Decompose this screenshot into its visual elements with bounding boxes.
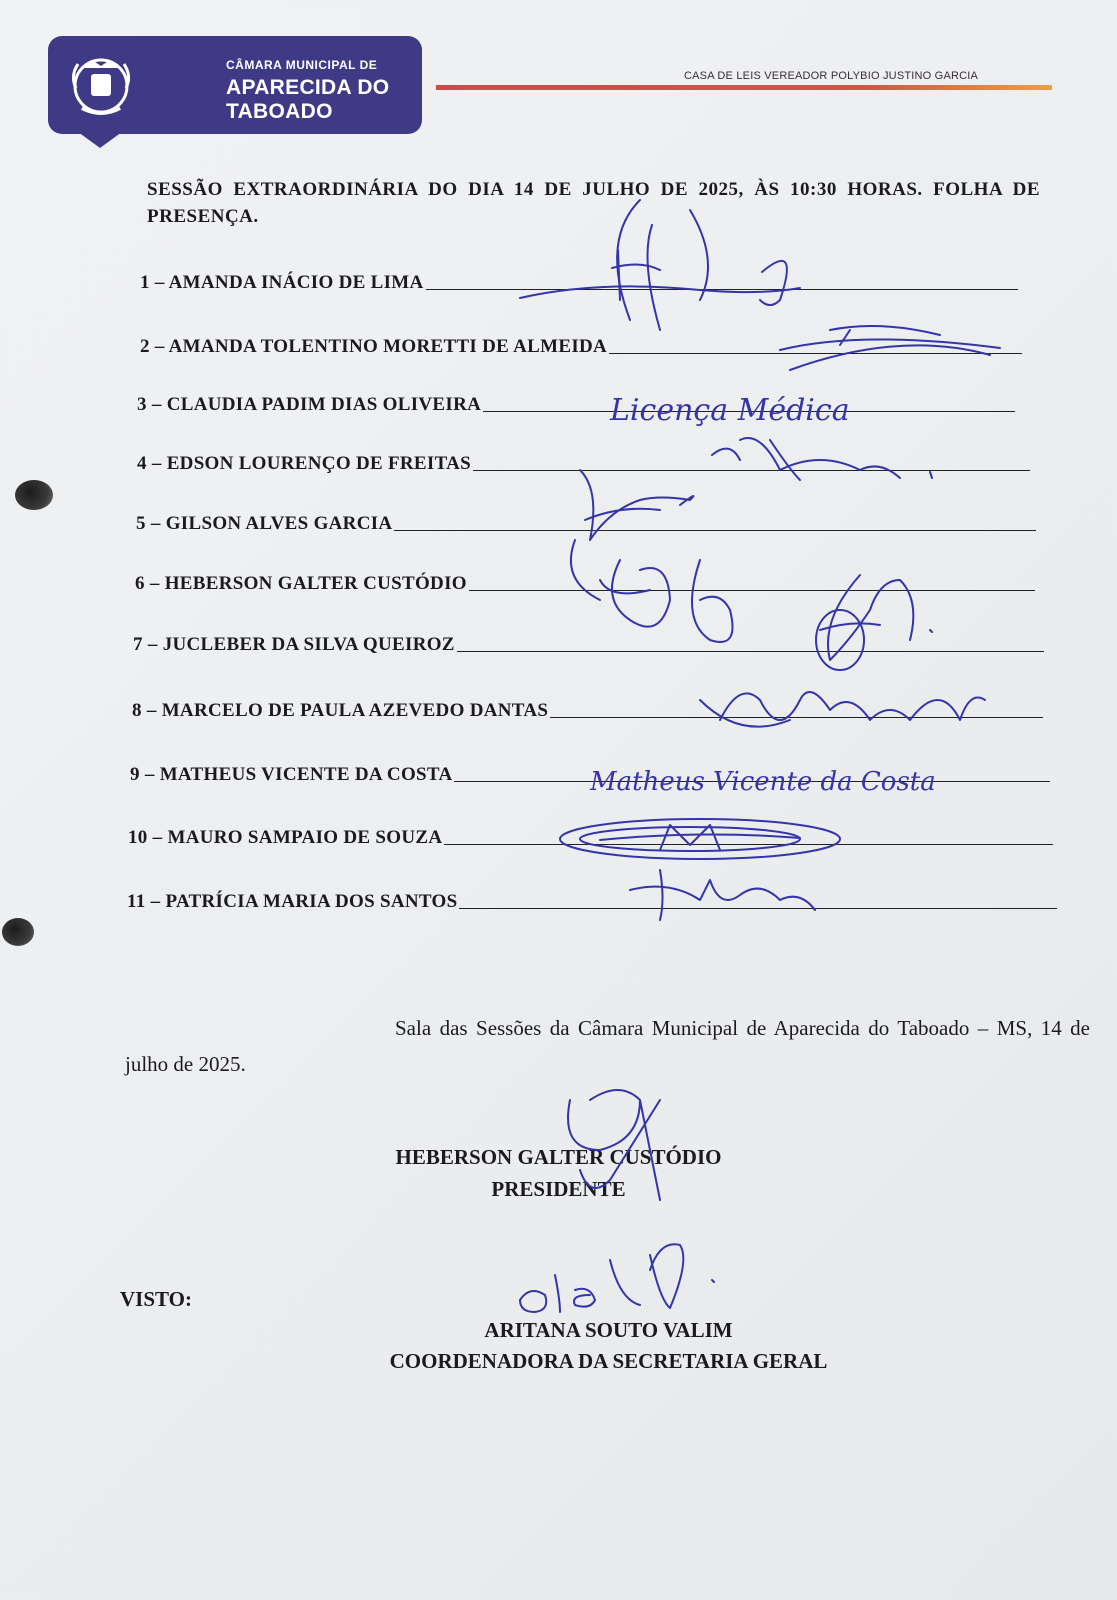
signature-line bbox=[426, 289, 1018, 290]
visto-label: VISTO: bbox=[120, 1287, 192, 1311]
coordinator-role: COORDENADORA DA SECRETARIA GERAL bbox=[389, 1349, 828, 1373]
member-name: 8 – MARCELO DE PAULA AZEVEDO DANTAS bbox=[132, 700, 549, 721]
attendance-row-9 bbox=[130, 764, 1050, 786]
member-name: 10 – MAURO SAMPAIO DE SOUZA bbox=[128, 827, 443, 848]
president-name: HEBERSON GALTER CUSTÓDIO bbox=[395, 1145, 722, 1169]
attendance-row-4 bbox=[137, 453, 1030, 475]
org-name-large: APARECIDA DO TABOADO bbox=[226, 76, 390, 123]
member-name: 5 – GILSON ALVES GARCIA bbox=[136, 513, 393, 534]
member-name: 4 – EDSON LOURENÇO DE FREITAS bbox=[137, 453, 472, 474]
signature-line bbox=[469, 590, 1035, 591]
attendance-row-2 bbox=[140, 336, 1022, 358]
attendance-row-8 bbox=[132, 700, 1043, 722]
signature-line bbox=[394, 530, 1036, 531]
member-name: 1 – AMANDA INÁCIO DE LIMA bbox=[140, 272, 424, 293]
session-title: SESSÃO EXTRAORDINÁRIA DO DIA 14 DE JULHO DE 2025, ÀS 10:30 HORAS. FOLHA DE PRESENÇA. bbox=[147, 179, 1040, 227]
punch-hole-bottom bbox=[2, 918, 34, 946]
attendance-row-1 bbox=[140, 272, 1018, 294]
header-subtitle: CASA DE LEIS VEREADOR POLYBIO JUSTINO GARCIA bbox=[684, 70, 979, 82]
member-name: 11 – PATRÍCIA MARIA DOS SANTOS bbox=[127, 891, 458, 912]
attendance-row-6 bbox=[135, 573, 1035, 595]
signature-line bbox=[444, 844, 1053, 845]
member-name: 2 – AMANDA TOLENTINO MORETTI DE ALMEIDA bbox=[140, 336, 608, 357]
coordinator-name: ARITANA SOUTO VALIM bbox=[484, 1318, 733, 1342]
member-name: 7 – JUCLEBER DA SILVA QUEIROZ bbox=[133, 634, 455, 655]
member-name: 9 – MATHEUS VICENTE DA COSTA bbox=[130, 764, 453, 785]
signature-line bbox=[457, 651, 1044, 652]
member-name: 6 – HEBERSON GALTER CUSTÓDIO bbox=[135, 573, 467, 594]
city-crest-icon bbox=[62, 46, 140, 124]
attendance-row-7 bbox=[133, 634, 1044, 656]
attendance-row-5 bbox=[136, 513, 1036, 535]
coordinator-signature bbox=[520, 1244, 714, 1312]
signature-9-text: Matheus Vicente da Costa bbox=[590, 767, 936, 797]
header-divider bbox=[436, 85, 1052, 90]
attendance-row-10 bbox=[128, 827, 1053, 849]
signature-line bbox=[473, 470, 1030, 471]
member-name: 3 – CLAUDIA PADIM DIAS OLIVEIRA bbox=[137, 394, 482, 415]
closing-paragraph: Sala das Sessões da Câmara Municipal de Aparecida do Taboado – MS, 14 de julho de 2025. bbox=[125, 1016, 1090, 1076]
header-logo-badge bbox=[48, 36, 422, 134]
punch-hole-top bbox=[15, 480, 53, 510]
attendance-row-3 bbox=[137, 394, 1015, 416]
attendance-row-11 bbox=[127, 891, 1057, 913]
org-name-small: CÂMARA MUNICIPAL DE bbox=[226, 58, 378, 72]
signature-line bbox=[609, 353, 1022, 354]
signature-line bbox=[459, 908, 1057, 909]
signature-line bbox=[483, 411, 1015, 412]
signature-3-text: Licença Médica bbox=[610, 393, 850, 428]
signature-line bbox=[550, 717, 1043, 718]
president-role: PRESIDENTE bbox=[491, 1177, 626, 1201]
signature-line bbox=[454, 781, 1050, 782]
